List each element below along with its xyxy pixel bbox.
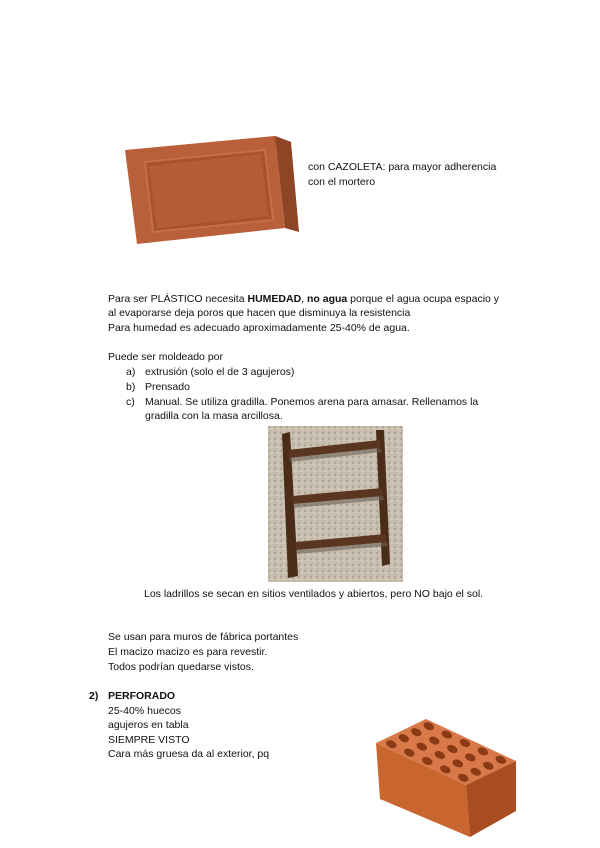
plastico-sep: , — [301, 293, 307, 305]
perforado-line-2: agujeros en tabla — [108, 719, 189, 731]
moldeado-intro: Puede ser moldeado por — [108, 351, 223, 363]
list-item-c: Manual. Se utiliza gradilla. Ponemos arena para amasar. Rellenamos la — [145, 396, 479, 408]
list-marker-b: b) — [126, 381, 136, 393]
usos-line-2: El macizo macizo es para revestir. — [108, 646, 268, 658]
humedad-bold: HUMEDAD — [247, 293, 302, 305]
perforado-title: PERFORADO — [108, 690, 176, 702]
cazoleta-line-1: con CAZOLETA: para mayor adherencia — [308, 161, 497, 173]
secado-caption: Los ladrillos se secan en sitios ventilados y abiertos, pero NO bajo el sol. — [144, 588, 484, 600]
perforado-line-1: 25-40% huecos — [108, 705, 181, 717]
list-marker-a: a) — [126, 366, 136, 378]
plastico-line-3: Para humedad es adecuado aproximadamente 25-40% de agua. — [108, 322, 410, 334]
usos-line-1: Se usan para muros de fábrica portantes — [108, 631, 299, 643]
no-agua-bold: no agua — [307, 293, 348, 305]
section-number: 2) — [89, 690, 99, 702]
usos-line-3: Todos podrían quedarse vistos. — [108, 661, 254, 673]
gradilla-photo — [268, 426, 403, 582]
perforado-line-3: SIEMPRE VISTO — [108, 734, 190, 746]
perforated-brick-image — [370, 715, 520, 840]
plastico-line-1 — [108, 292, 499, 306]
list-marker-c: c) — [126, 396, 135, 408]
plastico-text-post: porque el agua ocupa espacio y — [347, 293, 500, 305]
cazoleta-line-2: con el mortero — [308, 176, 376, 188]
plastico-text-pre: Para ser PLÁSTICO necesita — [108, 293, 248, 305]
brick-cazoleta-image — [115, 128, 300, 250]
list-item-c-continuation: gradilla con la masa arcillosa. — [145, 410, 283, 422]
list-item-b: Prensado — [145, 381, 190, 393]
list-item-a: extrusión (solo el de 3 agujeros) — [145, 366, 295, 378]
perforado-line-4: Cara más gruesa da al exterior, pq — [108, 748, 270, 760]
plastico-line-2: al evaporarse deja poros que hacen que disminuya la resistencia — [108, 307, 411, 319]
